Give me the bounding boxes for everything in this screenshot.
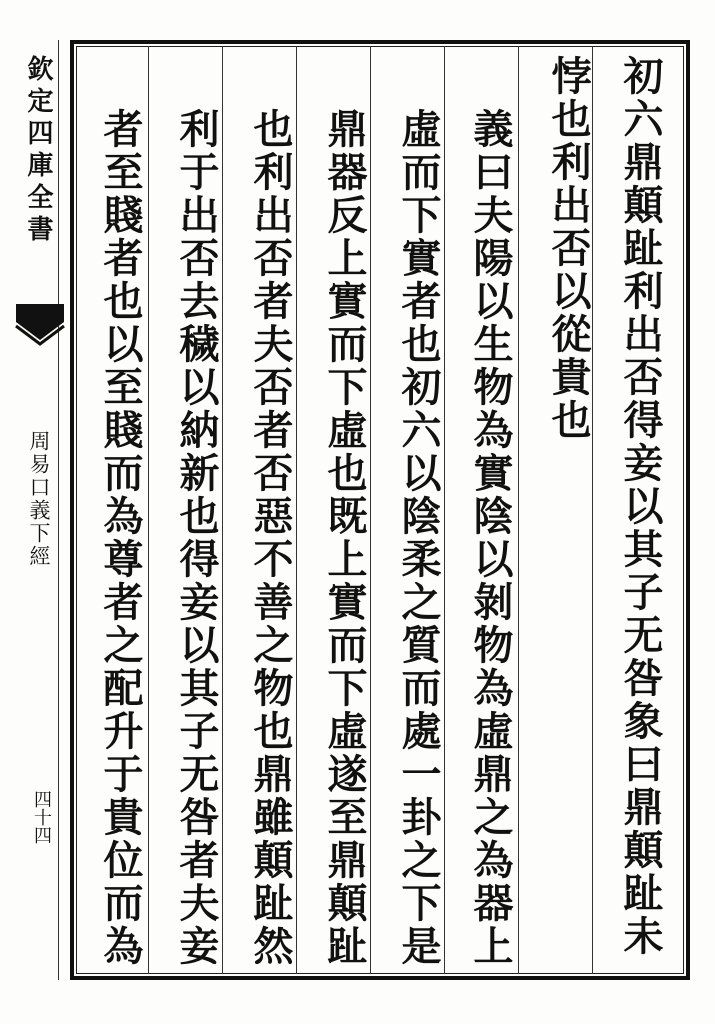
margin-subtitle: 周易口義下經 (27, 430, 51, 568)
column-rule (148, 46, 149, 974)
text-column-3: 義曰夫陽以生物為實陰以剝物為虛鼎之為器上 (467, 108, 514, 968)
column-rule (518, 46, 519, 974)
margin-rule (58, 40, 59, 980)
text-column-8: 者至賤者也以至賤而為尊者之配升于貴位而為 (97, 108, 144, 968)
text-column-4: 虛而下實者也初六以陰柔之質而處一卦之下是 (395, 108, 442, 968)
text-column-7: 利于出否去穢以納新也得妾以其子无咎者夫妾 (173, 108, 220, 968)
margin-title: 欽定四庫全書 (23, 55, 53, 247)
text-column-2: 悖也利出否以從貴也 (545, 55, 592, 442)
text-column-6: 也利出否者夫否者否惡不善之物也鼎雖顛趾然 (247, 108, 294, 968)
text-column-5: 鼎器反上實而下虛也既上實而下虛遂至鼎顛趾 (321, 108, 368, 968)
text-column-1: 初六鼎顛趾利出否得妾以其子无咎象曰鼎顛趾未 (617, 55, 664, 958)
margin-page-number: 四十四 (31, 790, 52, 844)
fishtail-mark-icon (14, 300, 66, 348)
